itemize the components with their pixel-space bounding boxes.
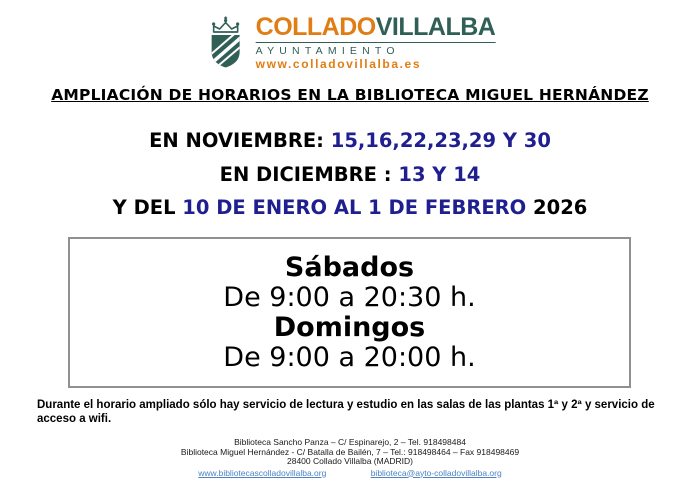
schedule-dates [0, 124, 700, 225]
logo-name [256, 15, 496, 40]
november-dates: 15,16,22,23,29 Y 30 [330, 129, 551, 152]
website-link[interactable]: www.bibliotecascolladovillalba.org [198, 467, 327, 478]
schedule-line-january [0, 191, 700, 225]
service-note: Durante el horario ampliado sólo hay servicio de lectura y estudio en las salas de las plantas 1ª y 2ª y servicio de acceso a wifi. [37, 399, 655, 425]
crowned-shield-icon [205, 16, 247, 70]
logo-subtitle: AYUNTAMIENTO [255, 45, 400, 57]
footer-address-sancho-panza: Biblioteca Sancho Panza – C/ Espinarejo, 2 – Tel. 918498484 [234, 437, 466, 447]
ayuntamiento-logo [205, 15, 496, 71]
saturday-hours: De 9:00 a 20:30 h. [223, 281, 476, 313]
footer-address-miguel-hernandez: Biblioteca Miguel Hernández - C/ Batalla de Bailén, 7 – Tel.: 918498464 – Fax 918498469 [180, 446, 520, 457]
logo-name-villalba: VILLALBA [375, 13, 496, 41]
schedule-line-november [0, 124, 700, 158]
january-dates: 10 DE ENERO AL 1 DE FEBRERO [182, 196, 527, 219]
december-dates: 13 Y 14 [398, 162, 481, 186]
january-prefix: Y DEL [112, 196, 183, 219]
january-suffix: 2026 [526, 196, 588, 219]
saturday-label: Sábados [284, 251, 415, 283]
schedule-line-december [0, 158, 700, 192]
hours-box [68, 237, 631, 388]
email-link[interactable]: biblioteca@ayto-colladovillalba.org [370, 467, 502, 478]
november-prefix: EN NOVIEMBRE: [149, 129, 331, 152]
sunday-hours: De 9:00 a 20:00 h. [223, 341, 476, 373]
sunday-label: Domingos [273, 311, 426, 343]
logo-website: www.colladovillalba.es [255, 57, 422, 71]
logo-divider [256, 42, 496, 43]
footer-links [0, 469, 700, 479]
page-title: AMPLIACIÓN DE HORARIOS EN LA BIBLIOTECA MIGUEL HERNÁNDEZ [51, 86, 649, 104]
december-prefix: EN DICIEMBRE : [219, 162, 399, 186]
logo-text-block [256, 15, 496, 71]
footer-city: 28400 Collado Villalba (MADRID) [287, 456, 413, 466]
footer [0, 438, 700, 478]
logo-name-collado: COLLADO [255, 13, 376, 41]
